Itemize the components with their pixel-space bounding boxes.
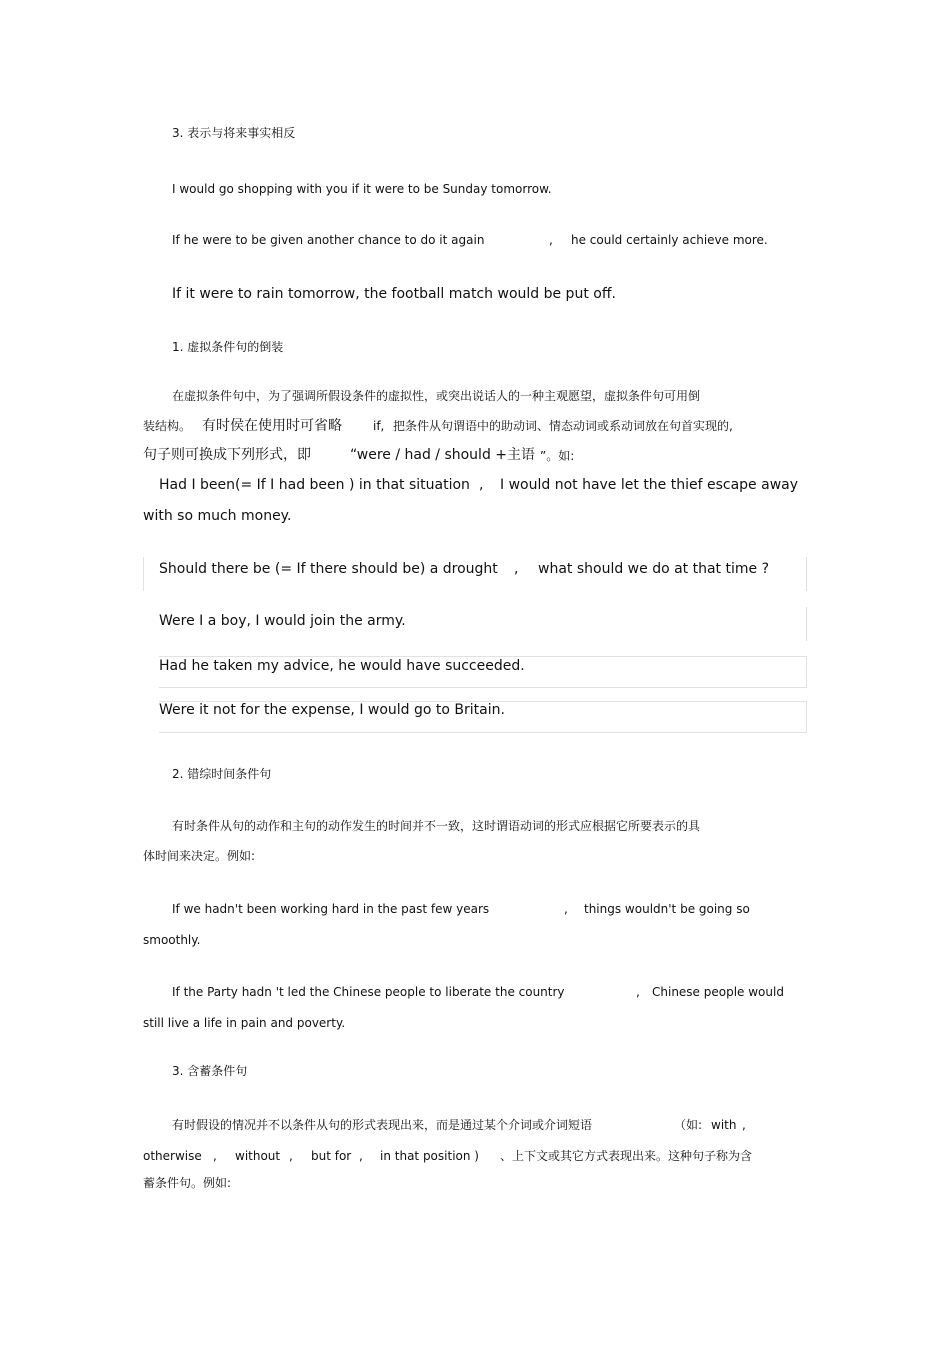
- example-sentence: I would go shopping with you if it were to be Sunday tomorrow.: [172, 182, 552, 196]
- paragraph-line: 体时间来决定。例如:: [143, 849, 256, 863]
- comma: ,: [359, 1149, 363, 1163]
- formula: 主语: [507, 447, 535, 463]
- heading-future: 3. 表示与将来事实相反: [172, 126, 296, 140]
- comma: ,: [564, 902, 568, 916]
- paragraph-line: 把条件从句谓语中的助动词、情态动词或系动词放在句首实现的,: [393, 419, 733, 433]
- example-sentence: Had he taken my advice, he would have succeeded.: [159, 658, 525, 674]
- keyword: otherwise: [143, 1149, 202, 1163]
- comma: ,: [636, 985, 640, 999]
- keyword: but for: [311, 1149, 352, 1163]
- example-sentence: what should we do at that time ?: [538, 561, 769, 577]
- example-sentence: Had I been(= If I had been ) in that situation: [159, 477, 470, 493]
- paragraph-line: 在虚拟条件句中，为了强调所假设条件的虚拟性，或突出说话人的一种主观愿望，虚拟条件句可用倒: [172, 389, 701, 403]
- comma: ,: [289, 1149, 293, 1163]
- paragraph-line: 有时假设的情况并不以条件从句的形式表现出来，而是通过某个介词或介词短语: [172, 1118, 593, 1132]
- example-sentence: If it were to rain tomorrow, the football match would be put off.: [172, 286, 616, 302]
- example-sentence: Chinese people would: [652, 985, 784, 999]
- comma: ,: [742, 1118, 746, 1132]
- comma: ,: [549, 233, 553, 247]
- comma: ,: [213, 1149, 217, 1163]
- paragraph-line: 蓄条件句。例如:: [143, 1176, 232, 1190]
- heading-mixed-time: 2. 错综时间条件句: [172, 767, 272, 781]
- example-sentence: he could certainly achieve more.: [571, 233, 768, 247]
- paragraph-line: （如:: [674, 1118, 703, 1132]
- paragraph-line: 句子则可换成下列形式，即: [143, 447, 311, 463]
- heading-inversion: 1. 虚拟条件句的倒装: [172, 340, 284, 354]
- paragraph-line: 有时条件从句的动作和主句的动作发生的时间并不一致，这时谓语动词的形式应根据它所要表示的具: [172, 819, 701, 833]
- paragraph-line: ”。如:: [540, 449, 575, 463]
- paragraph-line: 装结构。: [143, 419, 192, 433]
- example-sentence: Should there be (= If there should be) a drought: [159, 561, 498, 577]
- example-sentence: I would not have let the thief escape away: [500, 477, 799, 493]
- formula: “were / had / should +: [350, 447, 508, 463]
- paragraph-line: 、上下文或其它方式表现出来。这种句子称为含: [500, 1149, 753, 1163]
- comma: ,: [514, 561, 519, 577]
- keyword: without: [235, 1149, 281, 1163]
- example-sentence: still live a life in pain and poverty.: [143, 1016, 346, 1030]
- example-sentence: Were I a boy, I would join the army.: [159, 613, 406, 629]
- example-sentence: things wouldn't be going so: [584, 902, 750, 916]
- keyword: if,: [373, 419, 385, 433]
- example-sentence: If we hadn't been working hard in the past few years: [172, 902, 490, 916]
- heading-implied: 3. 含蓄条件句: [172, 1064, 248, 1078]
- example-sentence: smoothly.: [143, 933, 201, 947]
- comma: ,: [479, 477, 484, 493]
- example-sentence: If the Party hadn 't led the Chinese people to liberate the country: [172, 985, 565, 999]
- keyword: in that position ): [380, 1149, 479, 1163]
- example-sentence: Were it not for the expense, I would go to Britain.: [159, 702, 505, 718]
- example-sentence: with so much money.: [143, 508, 292, 524]
- paragraph-line: 有时侯在使用时可省略: [202, 418, 342, 434]
- example-sentence: If he were to be given another chance to do it again: [172, 233, 485, 247]
- keyword: with: [711, 1118, 737, 1132]
